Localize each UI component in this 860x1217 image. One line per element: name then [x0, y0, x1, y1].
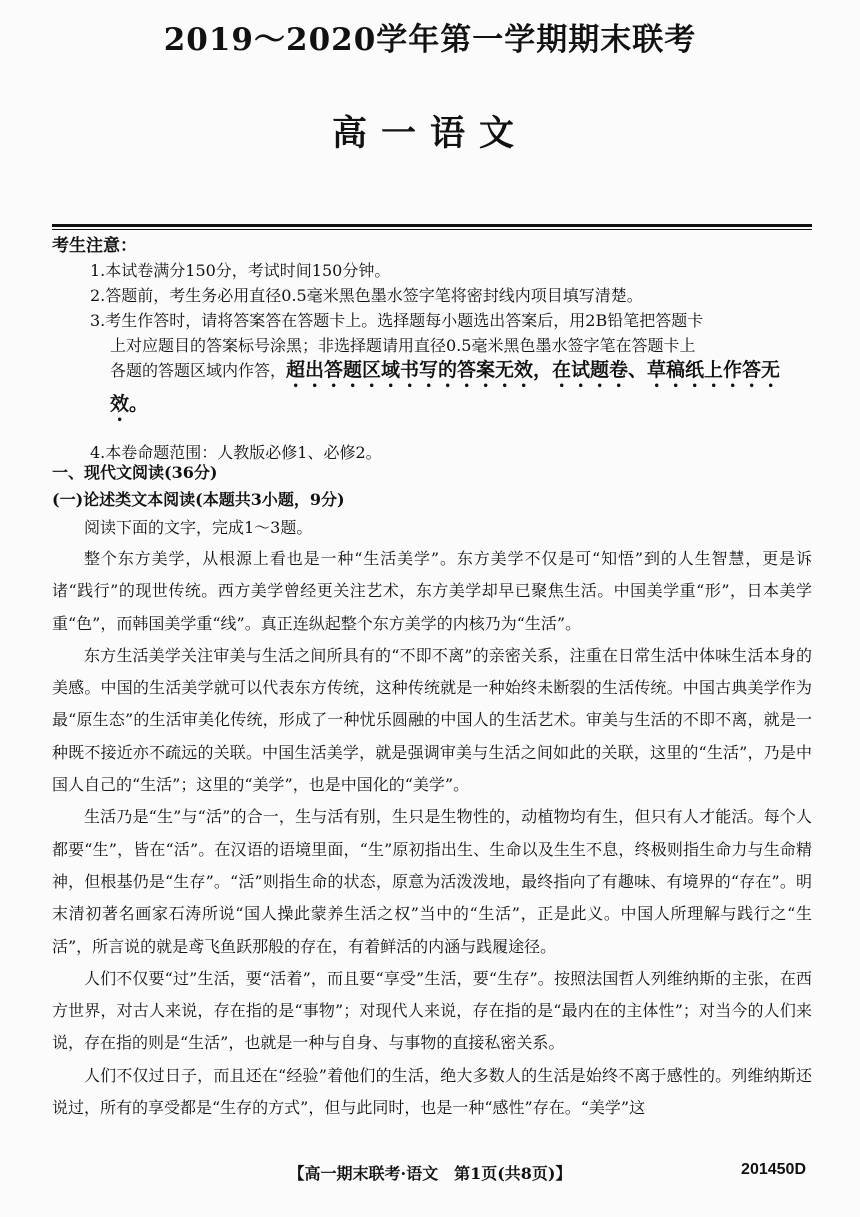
sub-section-title: (一)论述类文本阅读(本题共3小题，9分): [52, 490, 345, 509]
notice-title: 考生注意：: [52, 236, 137, 256]
subject-title: 高一语文: [331, 113, 528, 154]
notice-item-3-line-2: 上对应题目的答案标号涂黑；非选择题请用直径0.5毫米黑色墨水签字笔在答题卡上: [110, 336, 696, 355]
notice-item-1: 1.本试卷满分150分，考试时间150分钟。: [90, 261, 391, 280]
passage-paragraph: 人们不仅要“过”生活，要“活着”，而且要“享受”生活，要“生存”。按照法国哲人列维纳斯的主张，在西方世界，对古人来说，存在指的是“事物”；对现代人来说，存在指的是“最内在的主体性”；对当今的人们来说，存在指的则是“生活”，也就是一种与自身、与事物的直接私密关系。: [52, 968, 812, 1053]
passage-paragraph: 生活乃是“生”与“活”的合一，生与活有别，生只是生物性的，动植物均有生，但只有人才能活。每个人都要“生”，皆在“活”。在汉语的语境里面，“生”原初指出生、生命以及生生不息，终极则指生命力与生命精神，但根基仍是“生存”。“活”则指生命的状态，原意为活泼泼地，最终指向了有趣味、有境界的“存在”。明末清初著名画家石涛所说“国人操此蒙养生活之权”当中的“生活”，正是此义。中国人所理解与践行之“生活”，所言说的就是鸢飞鱼跃那般的存在，有着鲜活的内涵与践履途径。: [52, 807, 812, 956]
notice-item-2: 2.答题前，考生务必用直径0.5毫米黑色墨水签字笔将密封线内项目填写清楚。: [90, 286, 643, 305]
notice-item-3-prefix: 各题的答题区域内作答，: [110, 361, 287, 380]
part-title: 一、现代文阅读(36分): [52, 463, 218, 482]
passage-paragraph: 人们不仅过日子，而且还在“经验”着他们的生活，绝大多数人的生活是始终不离于感性的。列维纳斯还说过，所有的享受都是“生存的方式”，但与此同时，也是一种“感性”存在。“美学”这: [52, 1065, 812, 1118]
reading-section: [52, 460, 812, 1124]
header-divider-thick: [52, 224, 812, 227]
candidate-notice: [52, 234, 812, 465]
notice-item-3-line-3: [110, 358, 812, 426]
footer-page-info: 【高一期末联考·语文 第1页(共8页)】: [288, 1164, 572, 1183]
page-footer: [0, 1161, 860, 1191]
notice-emphasis-text: 超出答题区域书写的答案无效，在试题卷、草稿纸上作答无效: [110, 359, 781, 415]
exam-title: 2019～2020学年第一学期期末联考: [163, 22, 697, 58]
notice-item-3-suffix: 。: [129, 393, 149, 415]
notice-item-3: [90, 308, 812, 426]
passage-paragraph: 整个东方美学，从根源上看也是一种“生活美学”。东方美学不仅是可“知悟”到的人生智慧，更是诉诸“践行”的现世传统。西方美学曾经更关注艺术，东方美学却早已聚焦生活。中国美学重“形”，日本美学重“色”，而韩国美学重“线”。真正连纵起整个东方美学的内核乃为“生活”。: [52, 549, 812, 633]
passage-paragraph: 东方生活美学关注审美与生活之间所具有的“不即不离”的亲密关系，注重在日常生活中体味生活本身的美感。中国的生活美学就可以代表东方传统，这种传统就是一种始终未断裂的生活传统。中国古典美学作为最“原生态”的生活审美化传统，形成了一种忧乐圆融的中国人的生活艺术。审美与生活的不即不离，就是一种既不接近亦不疏远的关联。中国生活美学，就是强调审美与生活之间如此的关联，这里的“生活”，乃是中国人自己的“生活”；这里的“美学”，也是中国化的“美学”。: [52, 645, 812, 795]
footer-exam-code: 201450D: [741, 1161, 806, 1178]
header-divider-thin: [52, 229, 812, 230]
notice-item-3-line-1: 3.考生作答时，请将答案答在答题卡上。选择题每小题选出答案后，用2B铅笔把答题卡: [90, 311, 704, 330]
reading-instruction: 阅读下面的文字，完成1～3题。: [84, 518, 313, 537]
notice-item-4: 4.本卷命题范围：人教版必修1、必修2。: [90, 443, 382, 462]
